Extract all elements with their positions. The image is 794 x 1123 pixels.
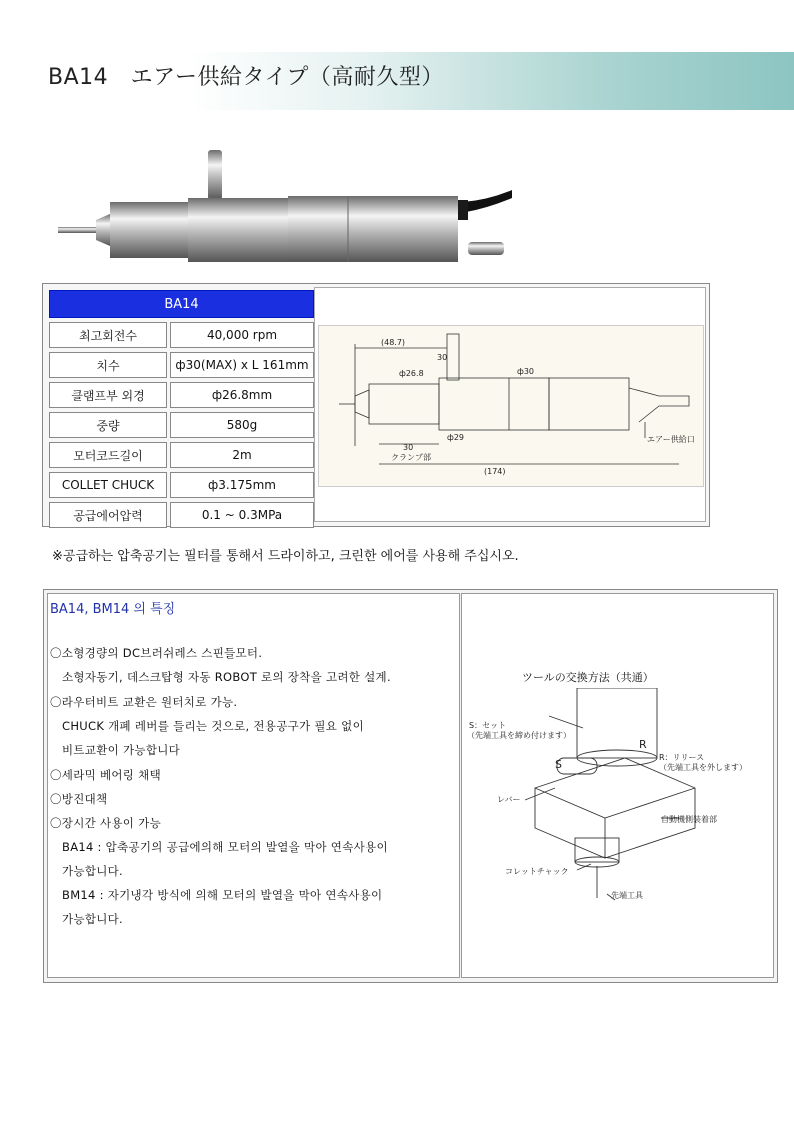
page-title: BA14 エアー供給タイプ（高耐久型） [48,65,444,90]
feature-line: BM14 : 자기냉각 방식에 의해 모터의 발열을 막아 연속사용이 [62,888,383,902]
tool-exchange-diagram [465,688,765,908]
dim-label: ф30 [517,367,535,376]
spec-row [49,472,314,498]
features-heading: BA14, BM14 의 특징 [50,602,176,617]
spec-value: ф30(MAX) x L 161mm [170,352,314,378]
spec-label: 최고회전수 [49,322,167,348]
spec-label: COLLET CHUCK [49,472,167,498]
feature-line: 〇세라믹 베어링 채택 [50,768,161,782]
dim-label: (48.7) [381,338,406,347]
spec-model-header: BA14 [49,290,314,318]
spec-row [49,442,314,468]
tool-label-r-release: R：リリース [659,753,705,762]
feature-line: 가능합니다. [62,912,123,926]
tool-label-lever: レバー [497,795,521,804]
dim-label: エアー供給口 [647,435,695,444]
dim-label: クランプ部 [391,453,431,462]
spec-row [49,412,314,438]
spec-value: ф3.175mm [170,472,314,498]
feature-line: 비트교환이 가능합니다 [62,743,181,757]
dim-label: 30 [437,353,448,362]
spec-row [49,502,314,528]
feature-line: 〇라우터비트 교환은 원터치로 가능. [50,695,238,709]
spec-row [49,382,314,408]
spec-label: 치수 [49,352,167,378]
tool-label-s-set-note: （先端工具を締め付けます） [467,731,571,740]
tool-label-tip: 先端工具 [611,891,643,900]
product-photo [48,140,512,265]
feature-line: 소형자동기, 데스크탑형 자동 ROBOT 로의 장착을 고려한 설계. [62,670,391,684]
spec-table [46,286,317,532]
spec-label: 모터코드길이 [49,442,167,468]
dim-label: ф29 [447,433,465,442]
tool-label-mount: 自動機側装着部 [661,815,717,824]
spec-value: 40,000 rpm [170,322,314,348]
tool-label-r: R [639,738,647,751]
feature-line: 가능합니다. [62,864,123,878]
feature-line: 〇장시간 사용이 가능 [50,816,161,830]
spec-label: 공급에어압력 [49,502,167,528]
feature-line: CHUCK 개폐 레버를 들리는 것으로, 전용공구가 필요 없이 [62,719,364,733]
spec-label: 클램프부 외경 [49,382,167,408]
spec-row [49,352,314,378]
dim-label: 30 [403,443,414,452]
tool-label-s: S [555,758,562,771]
spec-value: 580g [170,412,314,438]
tool-label-collet: コレットチャック [505,867,569,876]
dimension-drawing [318,325,704,487]
dim-label: ф26.8 [399,369,424,378]
feature-line: 〇방진대책 [50,792,108,806]
feature-line: BA14 : 압축공기의 공급에의해 모터의 발열을 막아 연속사용이 [62,840,388,854]
tool-label-s-set: S：セット [469,721,507,730]
spec-value: 0.1 ~ 0.3MPa [170,502,314,528]
tool-exchange-caption: ツールの交換方法（共通） [522,671,654,684]
usage-note: ※공급하는 압축공기는 필터를 통해서 드라이하고, 크린한 에어를 사용해 주십시오. [52,549,519,564]
feature-line: 〇소형경량의 DC브러쉬레스 스핀들모터. [50,646,263,660]
spec-row [49,322,314,348]
tool-label-r-release-note: （先端工具を外します） [659,763,747,772]
dim-label: (174) [484,467,506,476]
spec-value: 2m [170,442,314,468]
spec-label: 중량 [49,412,167,438]
spec-value: ф26.8mm [170,382,314,408]
